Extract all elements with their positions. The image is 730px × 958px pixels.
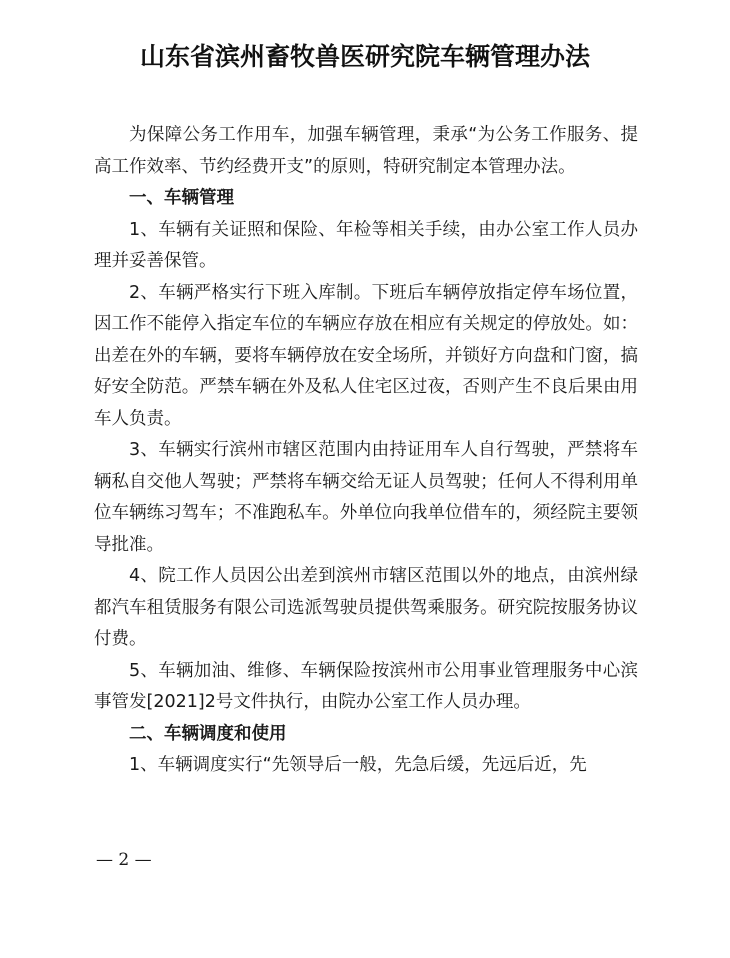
section-heading-vehicle-management: 一、车辆管理	[129, 188, 234, 208]
section-heading-dispatch-and-use: 二、车辆调度和使用	[129, 723, 287, 744]
intro-paragraph: 为保障公务工作用车，加强车辆管理，秉承“为公务工作服务、提高工作效率、节约经费开支”的原则，特研究制定本管理办法。	[94, 125, 638, 177]
paragraph-1-5: 5、车辆加油、维修、车辆保险按滨州市公用事业管理服务中心滨事管发[2021]2号文件执行，由院办公室工作人员办理。	[94, 660, 638, 712]
document-body	[94, 120, 638, 782]
paragraph-1-3: 3、车辆实行滨州市辖区范围内由持证用车人自行驾驶，严禁将车辆私自交他人驾驶；严禁将车辆交给无证人员驾驶；任何人不得利用单位车辆练习驾车；不准跑私车。外单位向我单位借车的，须经院主要领导批准。	[94, 440, 638, 555]
paragraph-2-1: 1、车辆调度实行“先领导后一般，先急后缓，先远后近，先	[129, 755, 587, 775]
document-title: 山东省滨州畜牧兽医研究院车辆管理办法	[139, 42, 590, 71]
paragraph-1-4: 4、院工作人员因公出差到滨州市辖区范围以外的地点，由滨州绿都汽车租赁服务有限公司选派驾驶员提供驾乘服务。研究院按服务协议付费。	[94, 566, 638, 649]
paragraph-1-1: 1、车辆有关证照和保险、年检等相关手续，由办公室工作人员办理并妥善保管。	[94, 219, 638, 271]
paragraph-1-2: 2、车辆严格实行下班入库制。下班后车辆停放指定停车场位置，因工作不能停入指定车位的车辆应存放在相应有关规定的停放处。如：出差在外的车辆，要将车辆停放在安全场所，并锁好方向盘和门窗，搞好安全防范。严禁车辆在外及私人住宅区过夜，否则产生不良后果由用车人负责。	[94, 282, 638, 429]
page-number: — 2 —	[96, 850, 152, 870]
